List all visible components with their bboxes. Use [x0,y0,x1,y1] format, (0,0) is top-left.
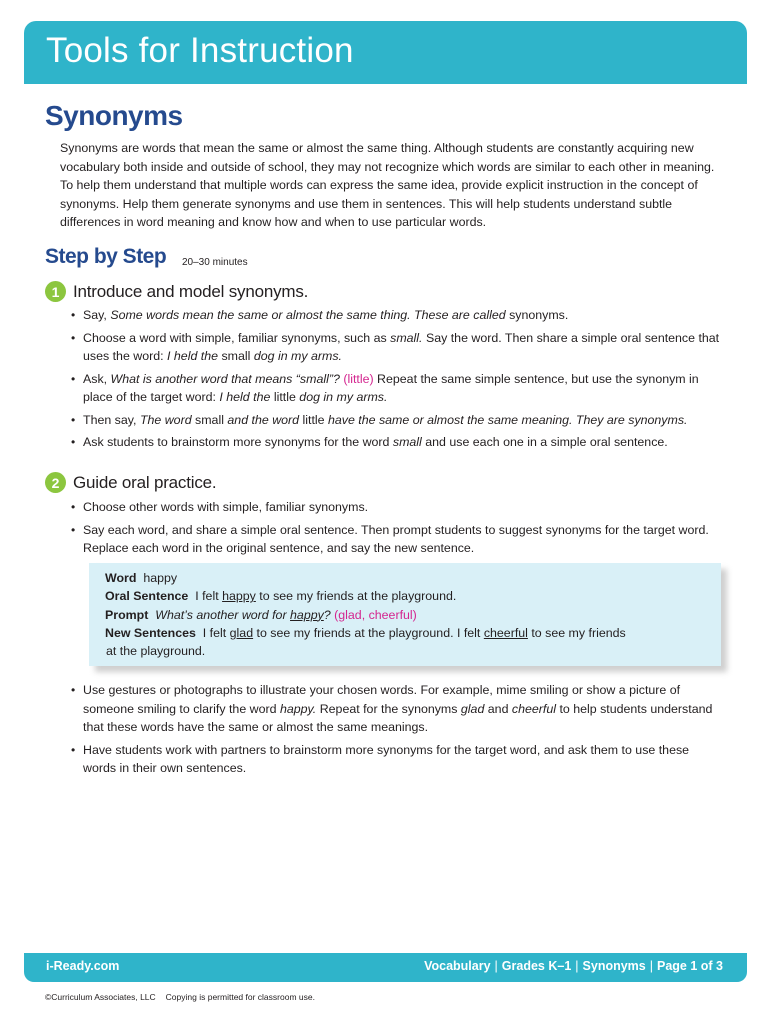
example-new-line-continued: at the playground. [106,644,206,659]
step-1-list [45,306,725,452]
section-heading [45,245,248,269]
list-item: • Ask, What is another word that means “small”? (little) Repeat the same simple sentence, but use the synonym in place of the target word: I held the little dog in my arms. [45,370,725,407]
permission-text: Copying is permitted for classroom use. [165,992,315,1002]
list-item: • Then say, The word small and the word little have the same or almost the same meaning. They are synonyms. [45,411,725,430]
step-2-list [45,498,725,558]
list-item: • Use gestures or photographs to illustrate your chosen words. For example, mime smiling or show a picture of someone smiling to clarify the word happy. Repeat for the synonyms glad and cheerful to help students understand that these words have the same or almost the same meanings. [45,681,725,737]
footer-topic: Synonyms [582,959,646,973]
example-prompt-line: Prompt What’s another word for happy? (glad, cheerful) [105,607,417,622]
step-title: Guide oral practice. [73,472,217,492]
step-2-heading [45,472,725,493]
footer-separator: | [649,959,653,973]
copyright-text: ©Curriculum Associates, LLC [45,992,156,1002]
footer-site-link[interactable]: i-Ready.com [46,959,120,973]
step-title: Introduce and model synonyms. [73,281,309,301]
list-item: • Say, Some words mean the same or almost the same thing. These are called synonyms. [45,306,725,325]
step-1-heading [45,281,725,302]
list-item: • Choose other words with simple, familiar synonyms. [45,498,725,517]
list-item: • Have students work with partners to brainstorm more synonyms for the target word, and ask them to use these words in their own sentences. [45,741,725,778]
step-2-list-continued [45,681,725,778]
step-number-icon: 2 [45,472,66,493]
list-item: • Ask students to brainstorm more synonyms for the word small and use each one in a simple oral sentence. [45,433,725,452]
section-time: 20–30 minutes [182,257,248,268]
section-title: Step by Step [45,245,167,268]
footer-subject: Vocabulary [424,959,491,973]
example-box [89,563,721,666]
list-item: • Choose a word with simple, familiar synonyms, such as small. Say the word. Then share a simple oral sentence that uses the word: I held the small dog in my arms. [45,329,725,366]
intro-paragraph: Synonyms are words that mean the same or almost the same thing. Although students are constantly acquiring new vocabulary both inside and outside of school, they may not recognize which words are similar to each other in meaning. To help them understand that multiple words can express the same idea, provide explicit instruction in the concept of synonyms. Help them generate synonyms and use them in sentences. This will help students understand subtle differences in word meaning and know how and when to use particular words. [60,141,715,229]
step-1 [45,281,725,452]
example-word-line: Word happy [105,571,178,585]
step-number-icon: 1 [45,281,66,302]
footer-page: Page 1 of 3 [657,959,723,973]
header-title: Tools for Instruction [46,31,354,70]
step-2 [45,472,725,558]
footer-separator: | [494,959,498,973]
footer-separator: | [575,959,579,973]
footer-bar [24,953,747,982]
copyright-line [45,992,315,1002]
header-bar [24,21,747,84]
list-item: • Say each word, and share a simple oral sentence. Then prompt students to suggest synonyms for the target word. Replace each word in the original sentence, and say the new sentence. [45,521,725,558]
example-new-line: New Sentences I felt glad to see my friends at the playground. I felt cheerful to see my friends [105,625,626,640]
page-title: Synonyms [45,100,183,131]
footer-meta [424,959,723,973]
footer-grades: Grades K–1 [501,959,572,973]
example-oral-line: Oral Sentence I felt happy to see my friends at the playground. [105,589,457,604]
